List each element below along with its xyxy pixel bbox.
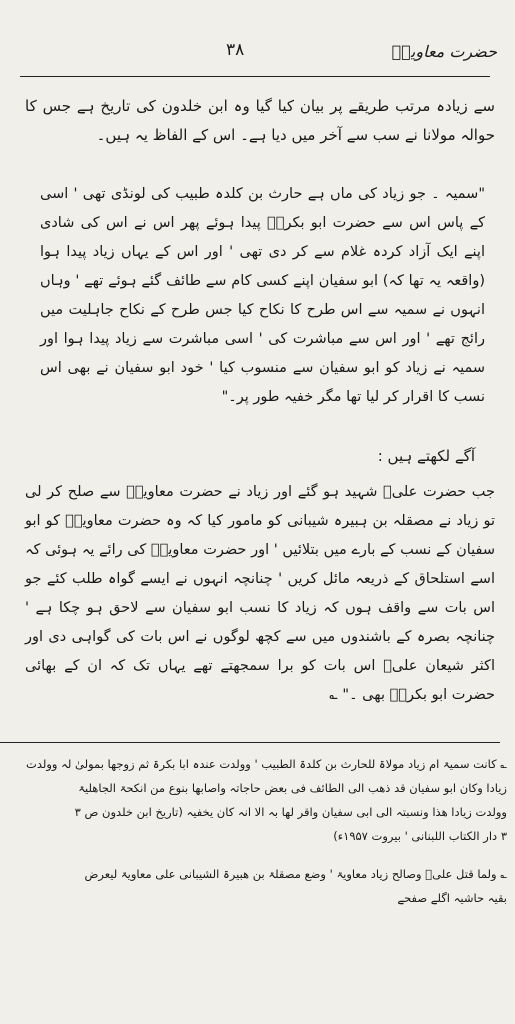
footnote-line: ؎ ولما قتل علیؓ وصالح زیاد معاویۃ ' وضع مصقلۃ بن ھبیرۃ الشیبانی علی معاویۃ لیعرض (84, 867, 507, 881)
intro-paragraph: سے زیادہ مرتب طریقے پر بیان کیا گیا وہ ابن خلدون کی تاریخ ہے جس کا حوالہ مولانا نے سب سے آخر میں دیا ہے۔ اس کے الفاظ یہ ہیں۔ (25, 97, 495, 144)
footnote-line: بقیہ حاشیہ اگلے صفحے (397, 891, 507, 905)
quote-paragraph-2: جب حضرت علیؓ شہید ہو گئے اور زیاد نے حضرت معاویہؓ سے صلح کر لی تو زیاد نے مصقلہ بن ہبیرہ شیبانی کو مامور کیا کہ وہ حضرت معاویہؓ کو ابو سفیان کے نسب کے بارے میں بتلائیں ' اور حضرت معاویہؓ کی رائے یہ ہوئی کہ اسے استلحاق کے ذریعہ مائل کریں ' چنانچہ انہوں نے ایسے گواہ طلب کئے جو اس بات سے واقف ہوں کہ زیاد کا نسب ابو سفیان سے لاحق ہو چکا ہے ' چنانچہ بصرہ کے باشندوں میں سے کچھ لوگوں نے اس بات کی گواہی دی اور اکثر شیعان علیؓ اس بات کو برا سمجھتے تھے یہاں تک کہ ان کے بھائی حضرت ابو بکرہؓ بھی ۔" ؎ (25, 484, 495, 703)
header-divider (20, 76, 490, 77)
footnotes (0, 752, 515, 910)
book-title: حضرت معاویہؓ (391, 42, 497, 61)
footnote-line: وولدت زیادا ھذا ونسبتہ الی ابی سفیان واقر لھا بہ الا انہ کان یخفیہ (تاریخ ابن خلدون ص ۳ (74, 805, 507, 819)
footnote-line: ؎ کانت سمیۃ ام زیاد مولاۃ للحارث بن کلدۃ الطبیب ' وولدت عندہ ابا بکرۃ ثم زوجھا بمولیٰ لہ وولدت (26, 757, 507, 771)
continue-label: آگے لکھتے ہیں : (377, 447, 475, 465)
footnote-divider (0, 742, 500, 743)
footnote-line: زیادا وکان ابو سفیان قد ذھب الی الطائف فی بعض حاجاتہ واصابھا بنوع من انکحۃ الجاھلیۃ (78, 781, 507, 795)
page-number: ۳۸ (226, 40, 245, 60)
quote-paragraph-1: "سمیہ ۔ جو زیاد کی ماں ہے حارث بن کلدہ طبیب کی لونڈی تھی ' اسی کے پاس اس سے حضرت ابو بکرہؓ پیدا ہوئے پھر اس نے اس کی شادی اپنے ایک آزاد کردہ غلام سے کر دی تھی ' اور اس کے یہاں زیاد پیدا ہوا (واقعہ یہ تھا کہ) ابو سفیان اپنے کسی کام سے طائف گئے ہوئے تھے ' وہاں انہوں نے سمیہ سے اس طرح کا نکاح کیا جس طرح کے نکاح جاہلیت میں رائج تھے ' اور اس سے مباشرت کی ' اسی مباشرت سے زیاد پیدا ہوا اور سمیہ نے زیاد کو ابو سفیان سے منسوب کیا ' خود ابو سفیان نے بھی اس نسب کا اقرار کر لیا تھا مگر خفیہ طور پر۔" (40, 186, 485, 405)
footnote-line: ۳ دار الکتاب اللبنانی ' بیروت ۱۹۵۷ء) (333, 829, 507, 843)
page-header (0, 40, 515, 74)
